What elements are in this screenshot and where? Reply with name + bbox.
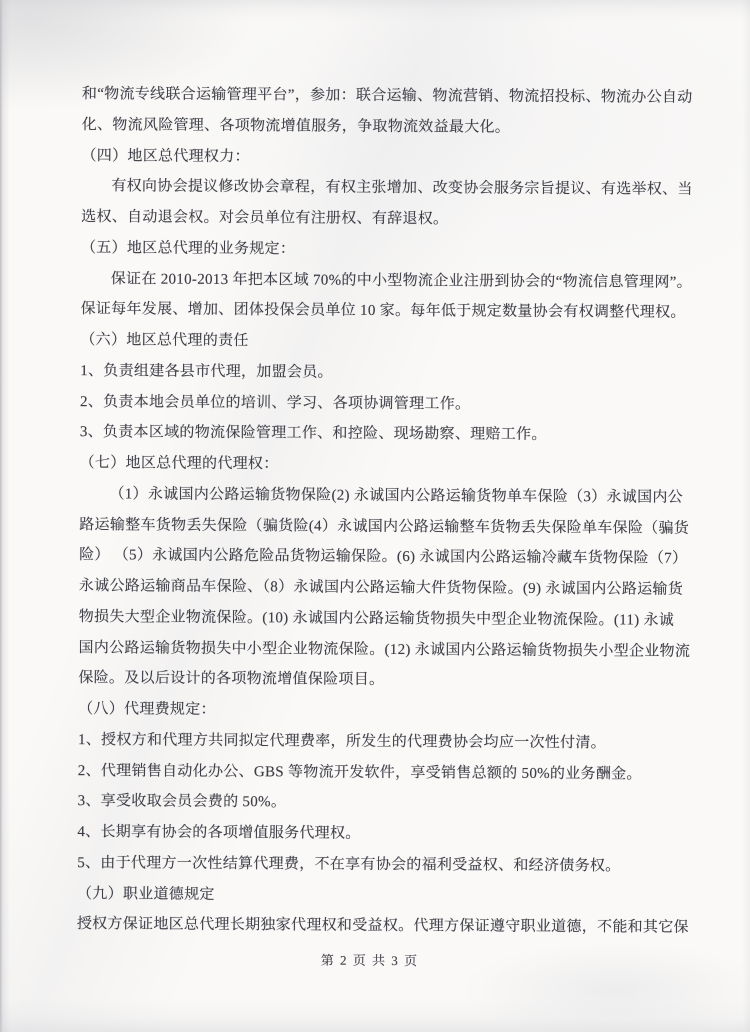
- list-item-3: 3、负责本区域的物流保险管理工作、和控险、现场勘察、理赔工作。: [79, 424, 547, 444]
- doc-line: 路运输整车货物丢失保险（骗货险(4）永诚国内公路运输整车货物丢失保险单车保险（骗货: [79, 516, 690, 537]
- list-item-1: 1、授权方和代理方共同拟定代理费率，所发生的代理费协会均应一次性付清。: [77, 731, 607, 752]
- section-heading-5: （五）地区总代理的业务规定：: [80, 239, 296, 258]
- section-heading-9: （九）职业道德规定: [76, 885, 215, 903]
- page-number: 第 2 页 共 3 页: [320, 952, 419, 969]
- section-heading-6: （六）地区总代理的责任: [80, 332, 249, 350]
- doc-line: 保证在 2010-2013 年把本区域 70%的中小型物流企业注册到协会的“物流信息管理网”。: [110, 270, 692, 291]
- list-item-4: 4、长期享有协会的各项增值服务代理权。: [77, 824, 361, 842]
- doc-line: 保证每年发展、增加、团体投保会员单位 10 家。每年低于规定数量协会有权调整代理权。: [80, 301, 686, 322]
- document-body: [77, 79, 708, 972]
- doc-line: 永诚公路运输商品车保险、（8）永诚国内公路运输大件货物保险。(9) 永诚国内公路运输货: [78, 578, 684, 598]
- doc-line: 有权向协会提议修改协会章程，有权主张增加、改变协会服务宗旨提议、有选举权、当: [111, 178, 693, 199]
- doc-line: 授权方保证地区总代理长期独家代理权和受益权。代理方保证遵守职业道德，不能和其它保: [76, 916, 689, 937]
- doc-line: 和“物流专线联合运输管理平台”，参加：联合运输、物流营销、物流招投标、物流办公自动: [81, 86, 693, 106]
- doc-line: 化、物流风险管理、各项物流增值服务，争取物流效益最大化。: [81, 116, 511, 136]
- list-item-2: 2、代理销售自动化办公、GBS 等物流开发软件，享受销售总额的 50%的业务酬金。: [77, 762, 642, 783]
- doc-line: 保险。及以后设计的各项物流增值保险项目。: [78, 670, 385, 689]
- section-heading-7: （七）地区总代理的代理权：: [79, 455, 279, 473]
- list-item-1: 1、负责组建各县市代理，加盟会员。: [80, 362, 333, 381]
- list-item-3: 3、享受收取会员会费的 50%。: [77, 793, 287, 811]
- list-item-5: 5、由于代理方一次性结算代理费，不在享有协会的福利受益权、和经济债务权。: [77, 854, 621, 875]
- doc-line: 国内公路运输货物损失中小型企业物流保险。(12) 永诚国内公路运输货物损失小型企业物流: [78, 639, 691, 660]
- section-heading-8: （八）代理费规定：: [78, 701, 216, 718]
- doc-line: 物损失大型企业物流保险。(10) 永诚国内公路运输货物损失中型企业物流保险。(11) 永诚: [78, 608, 675, 629]
- list-item-2: 2、负责本地会员单位的培训、学习、各项协调管理工作。: [79, 393, 471, 412]
- section-heading-4: （四）地区总代理权力：: [81, 147, 250, 165]
- doc-line: 选权、自动退会权。对会员单位有注册权、有辞退权。: [81, 209, 449, 228]
- doc-line: 险） （5）永诚国内公路危险品货物运输保险。(6) 永诚国内公路运输冷藏车货物保险（7）: [79, 547, 688, 568]
- doc-line: （1）永诚国内公路运输货物保险(2) 永诚国内公路运输货物单车保险（3）永诚国内公: [109, 486, 684, 506]
